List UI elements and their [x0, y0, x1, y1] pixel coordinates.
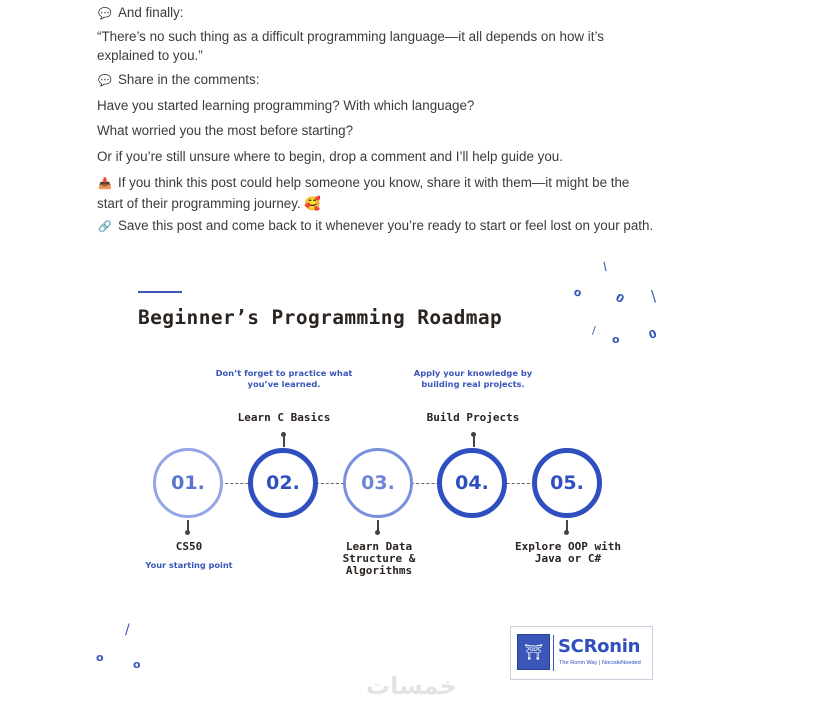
question-3: Or if you’re still unsure where to begin, drop a comment and I’ll help guide you.: [97, 149, 563, 164]
confetti-ring-icon: o: [96, 651, 104, 664]
step-3-label: Learn Data Structure & Algorithms: [342, 540, 416, 577]
confetti-ring-icon: o: [612, 333, 620, 346]
confetti-ring-icon: 0: [613, 290, 627, 307]
question-1: Have you started learning programming? With which language?: [97, 98, 475, 113]
title-accent-bar: [138, 291, 182, 293]
tip-practice: Don’t forget to practice what you’ve learned.: [215, 368, 353, 389]
save-note-line: 🔗 Save this post and come back to it whenever you’re ready to start or feel lost on your path.: [97, 216, 657, 237]
logo-tagline: The Ronin Way | NocodeNeeded: [559, 660, 641, 666]
step-4-circle: 04.: [437, 448, 507, 518]
stem-dot: [375, 530, 380, 535]
roadmap-infographic: [90, 259, 670, 692]
stem-line: [283, 435, 285, 447]
logo-name: SCRonin: [558, 636, 641, 657]
roadmap-title: Beginner’s Programming Roadmap: [138, 306, 503, 329]
confetti-dash-icon: /: [592, 324, 596, 337]
stem-dot: [185, 530, 190, 535]
step-2-label: Learn C Basics: [237, 411, 331, 424]
step-2-circle: 02.: [248, 448, 318, 518]
speech-bubble-icon: 💬: [98, 75, 112, 87]
speech-bubble-icon: 💬: [98, 8, 112, 20]
quote-text: “There’s no such thing as a difficult programming language—it all depends on how it’s explained to you.”: [97, 29, 604, 63]
confetti-ring-icon: o: [572, 285, 584, 300]
step-5-label: Explore OOP with Java or C#: [515, 540, 621, 565]
step-4-label: Build Projects: [426, 411, 520, 424]
stem-line: [473, 435, 475, 447]
share-comments-line: 💬 Share in the comments:: [97, 70, 259, 91]
inbox-tray-icon: 📥: [98, 178, 112, 190]
step-1-circle: 01.: [153, 448, 223, 518]
tip-apply: Apply your knowledge by building real projects.: [413, 368, 533, 389]
confetti-ring-icon: 0: [647, 327, 659, 342]
confetti-dash-icon: \: [651, 287, 657, 305]
watermark: خمسات: [366, 672, 457, 700]
paperclip-link-icon: 🔗: [98, 221, 112, 233]
finally-line: 💬 And finally:: [97, 3, 184, 24]
question-2: What worried you the most before starting?: [97, 123, 354, 138]
stem-dot: [564, 530, 569, 535]
confetti-dash-icon: /: [125, 622, 130, 638]
step-1-label: CS50: [175, 540, 203, 553]
logo-divider: [553, 635, 554, 671]
step-3-circle: 03.: [343, 448, 413, 518]
step-5-circle: 05.: [532, 448, 602, 518]
ronin-mark-icon: ⛩: [517, 634, 550, 670]
scronin-logo-card: [510, 626, 653, 680]
confetti-ring-icon: o: [133, 658, 141, 671]
share-note-line: 📥 If you think this post could help someone you know, share it with them—it might be the start of their programming journey. 🥰: [97, 175, 630, 211]
confetti-dash-icon: /: [600, 259, 611, 274]
step-1-sub: Your starting point: [145, 560, 233, 570]
